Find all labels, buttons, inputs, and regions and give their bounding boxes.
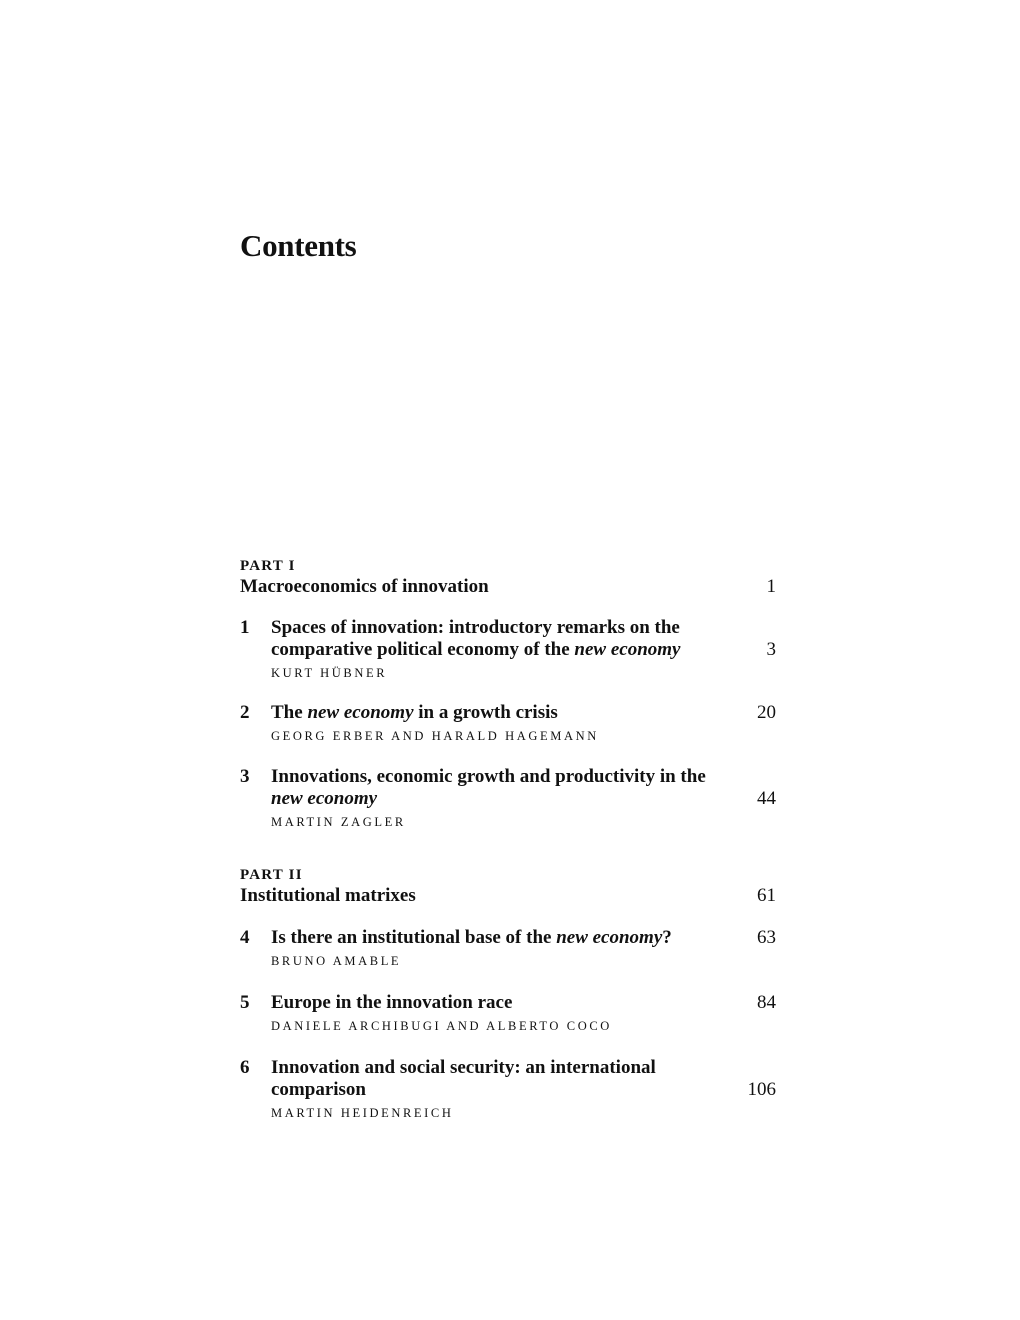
chapter-title: Innovation and social security: an international comparison 106 (271, 1057, 776, 1100)
chapter-number: 3 (240, 766, 250, 787)
page-number: 44 (757, 788, 776, 809)
chapter-number: 6 (240, 1057, 250, 1078)
part-title: Macroeconomics of innovation (240, 576, 489, 597)
chapter-title: Is there an institutional base of the new economy? 63 (271, 927, 776, 948)
chapter-title: Innovations, economic growth and productivity in the new economy 44 (271, 766, 776, 809)
chapter-number: 4 (240, 927, 250, 948)
page-number: 20 (757, 702, 776, 723)
toc-entry[interactable] (240, 927, 776, 969)
page-number: 84 (757, 992, 776, 1013)
chapter-author: KURT HÜBNER (271, 666, 388, 680)
part-label: PART I (240, 558, 296, 574)
page-number: 106 (747, 1079, 776, 1100)
toc-entry[interactable] (240, 617, 776, 681)
chapter-author: MARTIN HEIDENREICH (271, 1106, 454, 1120)
chapter-author: BRUNO AMABLE (271, 954, 402, 968)
toc-entry[interactable] (240, 702, 776, 744)
page-title: Contents (240, 228, 357, 263)
chapter-number: 5 (240, 992, 250, 1013)
page-number: 63 (757, 927, 776, 948)
toc-entry[interactable] (240, 1057, 776, 1121)
part-heading (240, 557, 776, 598)
part-title-row[interactable] (240, 885, 776, 907)
toc-entry[interactable] (240, 992, 776, 1034)
chapter-author: GEORG ERBER AND HARALD HAGEMANN (271, 729, 599, 743)
part-heading (240, 866, 776, 907)
toc-entry[interactable] (240, 766, 776, 830)
part-label: PART II (240, 867, 303, 883)
chapter-number: 1 (240, 617, 250, 638)
page-number: 3 (766, 639, 776, 660)
page-number: 1 (766, 576, 776, 597)
chapter-author: MARTIN ZAGLER (271, 815, 406, 829)
part-title-row[interactable] (240, 576, 776, 598)
chapter-title: Europe in the innovation race 84 (271, 992, 776, 1013)
chapter-title: The new economy in a growth crisis 20 (271, 702, 776, 723)
chapter-number: 2 (240, 702, 250, 723)
page-number: 61 (757, 885, 776, 906)
chapter-title: Spaces of innovation: introductory remarks on the comparative political economy of the new economy 3 (271, 617, 776, 660)
chapter-author: DANIELE ARCHIBUGI AND ALBERTO COCO (271, 1019, 612, 1033)
part-title: Institutional matrixes (240, 885, 416, 906)
